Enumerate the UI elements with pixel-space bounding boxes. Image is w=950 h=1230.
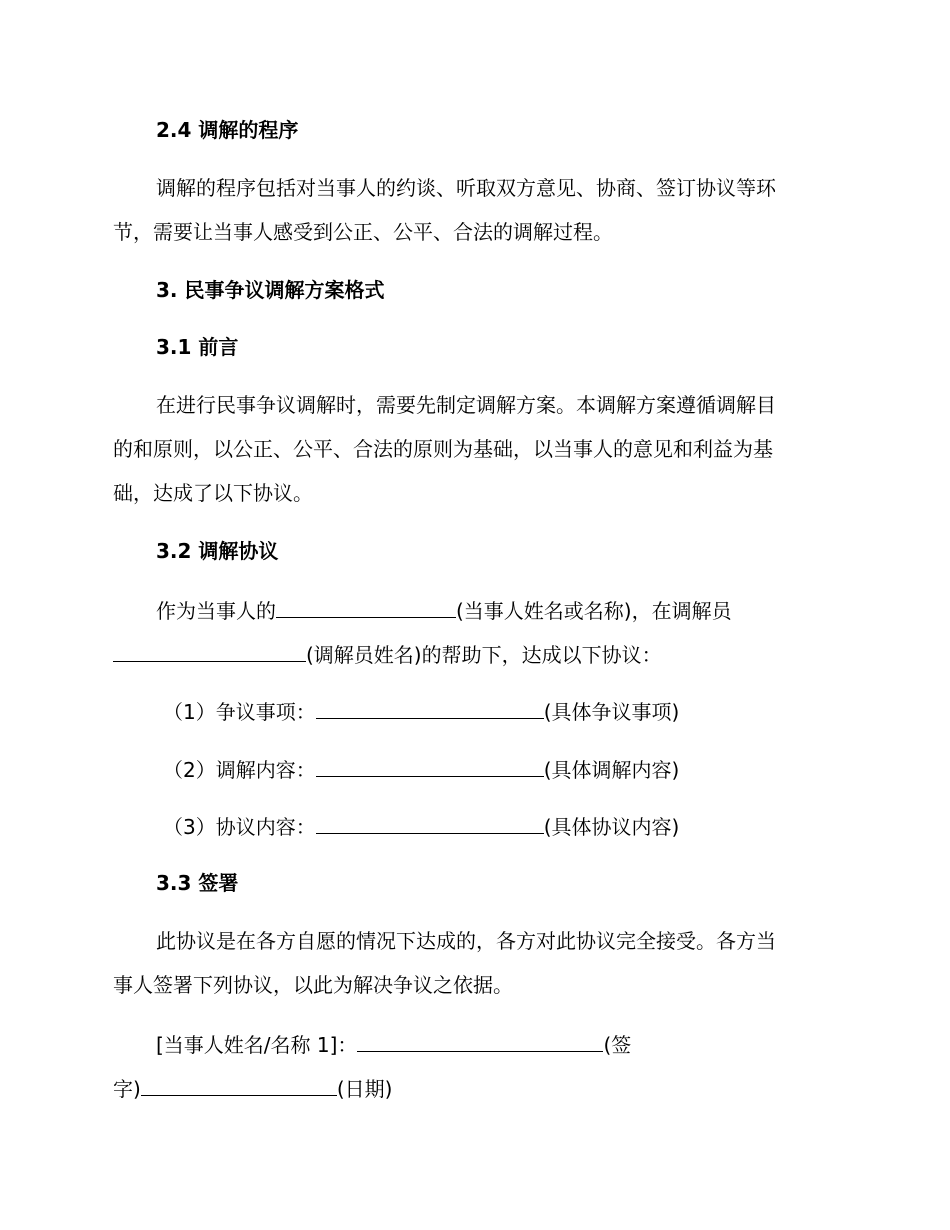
date-blank [141,1075,337,1096]
heading-3: 3. 民事争议调解方案格式 [156,278,385,302]
signature-hint-a: (签 [603,1033,632,1057]
paragraph-3-1-line-2: 的和原则，以公正、公平、合法的原则为基础，以当事人的意见和利益为基 [113,437,773,461]
signature-blank [357,1031,603,1052]
paragraph-3-3-line-2: 事人签署下列协议，以此为解决争议之依据。 [113,973,513,997]
agreement-item-label: （3）协议内容： [163,815,316,839]
heading-3-1: 3.1 前言 [156,335,239,359]
agreement-item-hint: (具体调解内容) [543,758,680,782]
signature-party-label: [当事人姓名/名称 1]： [156,1033,358,1057]
paragraph-3-1-line-3: 础，达成了以下协议。 [113,481,313,505]
agreement-item-2 [163,756,679,782]
heading-3-3: 3.3 签署 [156,871,239,895]
agreement-intro-line-2 [113,641,662,667]
agreement-item-hint: (具体争议事项) [543,700,680,724]
paragraph-2-4-line-2: 节，需要让当事人感受到公正、公平、合法的调解过程。 [113,220,613,244]
agreement-item-hint: (具体协议内容) [543,815,680,839]
signature-line-1 [156,1031,631,1057]
paragraph-2-4-line-1: 调解的程序包括对当事人的约谈、听取双方意见、协商、签订协议等环 [156,176,776,200]
paragraph-3-1-line-1: 在进行民事争议调解时，需要先制定调解方案。本调解方案遵循调解目 [156,393,776,417]
paragraph-3-3-line-1: 此协议是在各方自愿的情况下达成的，各方对此协议完全接受。各方当 [156,929,776,953]
agreement-item-1 [163,698,679,724]
agreement-intro-text-b: (当事人姓名或名称)，在调解员 [456,599,732,623]
agreement-item-blank [316,756,544,777]
party-name-blank [276,597,456,618]
mediator-name-blank [113,641,306,662]
agreement-item-3 [163,813,679,839]
signature-line-2 [113,1075,392,1101]
agreement-intro-line-1 [156,597,732,623]
agreement-item-label: （1）争议事项： [163,700,316,724]
agreement-item-label: （2）调解内容： [163,758,316,782]
agreement-intro-text-a: 作为当事人的 [156,599,276,623]
heading-3-2: 3.2 调解协议 [156,539,279,563]
heading-2-4: 2.4 调解的程序 [156,118,299,142]
signature-date-hint: (日期) [336,1077,393,1101]
signature-hint-b: 字) [113,1077,141,1101]
agreement-item-blank [316,698,544,719]
agreement-item-blank [316,813,544,834]
agreement-intro-text-c: (调解员姓名)的帮助下，达成以下协议： [306,643,662,667]
